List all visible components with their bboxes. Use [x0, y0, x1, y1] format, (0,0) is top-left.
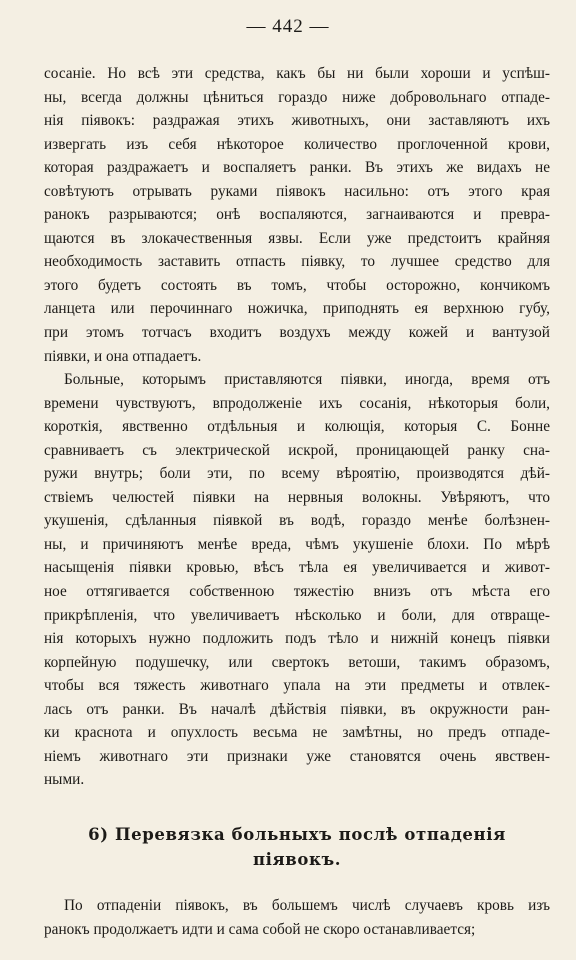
text-line: ное оттягивается собственною тяжестію внизъ отъ мѣста его	[44, 583, 550, 601]
text-line: Больные, которымъ приставляются піявки, иногда, время отъ	[64, 371, 550, 389]
text-line: укушенія, сдѣланныя піявкой въ водѣ, гораздо менѣе болѣзнен-	[44, 512, 550, 530]
text-line: сравниваетъ съ электрической искрой, проницающей ранку сна-	[44, 441, 550, 459]
text-line: лась отъ ранки. Въ началѣ дѣйствія піявки, въ окружности ран-	[44, 700, 550, 718]
text-line: піявки, и она отпадаетъ.	[44, 347, 202, 365]
text-line: совѣтуютъ отрывать руками піявокъ насильно: отъ этого края	[44, 182, 550, 200]
text-line: прикрѣпленія, что увеличиваетъ нѣсколько и боли, для отвраще-	[44, 606, 550, 624]
text-line: необходимость заставить отпасть піявку, то лучшее средство для	[44, 253, 550, 271]
text-line: этого будетъ состоять въ томъ, чтобы осторожно, кончикомъ	[44, 276, 550, 294]
paragraph-2	[44, 368, 550, 792]
paragraph-1	[44, 62, 550, 368]
text-line: сосаніе. Но всѣ эти средства, какъ бы ни были хороши и успѣш-	[44, 65, 550, 82]
text-line: короткія, явственно отдѣльныя и колющія, которыя С. Бонне	[44, 418, 550, 436]
text-line: которая раздражаетъ и воспаляетъ ранки. Въ этихъ же видахъ не	[44, 159, 550, 177]
text-line: ны, всегда должны цѣниться гораздо ниже добровольнаго отпаде-	[44, 88, 550, 106]
paragraph-3	[44, 894, 550, 941]
text-line: ланцета или перочиннаго ножичка, приподнять ея верхнюю губу,	[44, 300, 550, 318]
text-line: ки краснота и опухлость весьма не замѣтны, но предъ отпаде-	[44, 724, 550, 742]
heading-line: піявокъ.	[252, 849, 342, 869]
page-body	[44, 62, 550, 941]
text-line: нія которыхъ нужно подложить подъ тѣло и нижній конецъ піявки	[44, 630, 550, 648]
text-line: ными.	[44, 771, 85, 789]
text-line: ствіемъ челюстей піявки на нервныя волокны. Увѣряютъ, что	[44, 488, 550, 506]
text-line: извергать изъ себя нѣкоторое количество проглоченной крови,	[44, 135, 550, 153]
text-line: ранокъ разрываются; онѣ воспаляются, загнаиваются и превра-	[44, 206, 550, 224]
text-line: нія піявокъ: раздражая этихъ животныхъ, они заставляютъ ихъ	[44, 112, 550, 130]
text-line: ранокъ продолжаетъ идти и сама собой не скоро останавливается;	[44, 920, 476, 938]
text-line: По отпаденіи піявокъ, въ большемъ числѣ случаевъ кровь изъ	[64, 896, 550, 914]
text-line: чтобы вся тяжесть животнаго упала на эти предметы и отвлек-	[44, 677, 550, 695]
page-number: — 442 —	[246, 16, 330, 37]
text-line: щаются въ злокачественныя язвы. Если уже предстоитъ крайняя	[44, 229, 550, 247]
heading-line: 6) Перевязка больныхъ послѣ отпаденія	[88, 824, 506, 844]
text-line: времени чувствуютъ, впродолженіе ихъ сосанія, нѣкоторыя боли,	[44, 394, 550, 412]
text-line: насыщенія піявки кровью, вѣсъ тѣла ея увеличивается и живот-	[44, 559, 550, 577]
text-line: ніемъ животнаго эти признаки уже становятся очень явствен-	[44, 747, 550, 765]
text-line: ружи внутрь; боли эти, по всему вѣроятію, производятся дѣй-	[44, 465, 550, 483]
text-line: ны, и причиняютъ менѣе вреда, чѣмъ укушеніе блохи. По мѣрѣ	[44, 535, 550, 553]
section-heading	[44, 822, 550, 872]
text-line: корпейную подушечку, или свертокъ ветоши, такимъ образомъ,	[44, 653, 550, 671]
text-line: при этомъ тотчасъ входитъ воздухъ между кожей и вантузой	[44, 324, 550, 342]
